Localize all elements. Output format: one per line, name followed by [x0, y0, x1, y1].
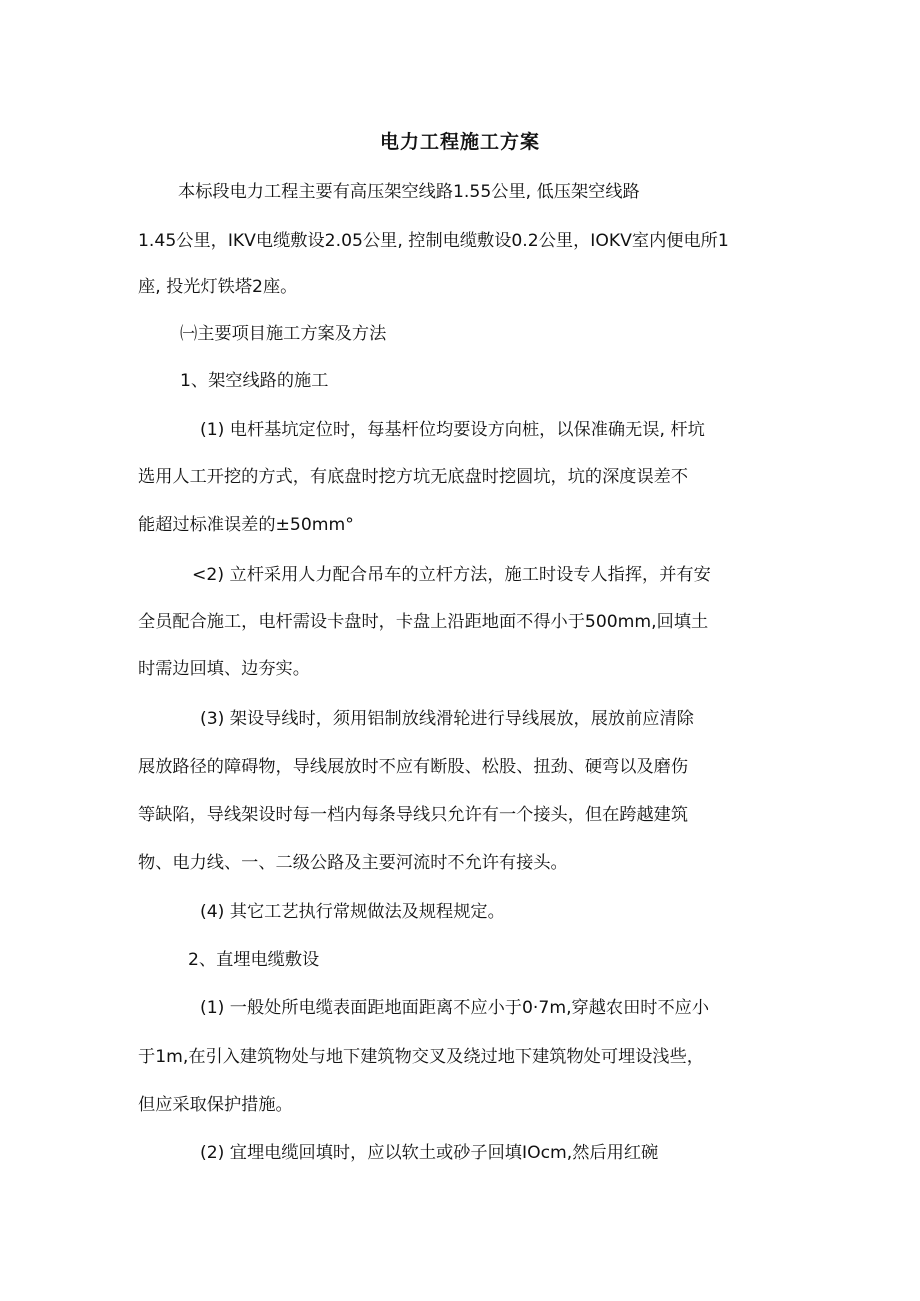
- text-line: (1) 电杆基坑定位时，每基杆位均要设方向桩，以保准确无误, 杆坑: [200, 420, 705, 440]
- text-line: ㈠主要项目施工方案及方法: [180, 324, 387, 344]
- text-line: 展放路径的障碍物，导线展放时不应有断股、松股、扭劲、硬弯以及磨伤: [138, 757, 689, 777]
- document-title: 电力工程施工方案: [379, 131, 540, 153]
- text-line: 等缺陷，导线架设时每一档内每条导线只允许有一个接头，但在跨越建筑: [138, 805, 689, 825]
- text-line: (2) 宜埋电缆回填时，应以软土或砂子回填IOcm,然后用红碗: [200, 1143, 659, 1163]
- text-line: 选用人工开挖的方式，有底盘时挖方坑无底盘时挖圆坑，坑的深度误差不: [138, 467, 689, 487]
- text-line: (3) 架设导线时，须用铝制放线滑轮进行导线展放，展放前应清除: [200, 709, 694, 729]
- text-line: <2) 立杆采用人力配合吊车的立杆方法，施工时设专人指挥，并有安: [192, 565, 711, 585]
- text-line: 于1m,在引入建筑物处与地下建筑物交叉及绕过地下建筑物处可埋设浅些，: [138, 1047, 704, 1067]
- text-line: 物、电力线、一、二级公路及主要河流时不允许有接头。: [138, 853, 568, 873]
- text-line: 座, 投光灯铁塔2座。: [138, 277, 298, 297]
- text-line: 全员配合施工，电杆需设卡盘时，卡盘上沿距地面不得小于500mm,回填土: [138, 612, 709, 632]
- text-line: (1) 一般处所电缆表面距地面距离不应小于0·7m,穿越农田时不应小: [200, 998, 710, 1018]
- text-line: 时需边回填、边夯实。: [138, 659, 310, 679]
- text-line: (4) 其它工艺执行常规做法及规程规定。: [200, 902, 505, 922]
- text-line: 能超过标准误差的±50mm°: [138, 515, 354, 535]
- text-line: 本标段电力工程主要有高压架空线路1.55公里, 低压架空线路: [178, 182, 640, 202]
- text-line: 2、直埋电缆敷设: [188, 950, 320, 970]
- text-line: 1.45公里，IKV电缆敷设2.05公里, 控制电缆敷设0.2公里，IOKV室内便电所1: [138, 231, 729, 251]
- text-line: 1、架空线路的施工: [180, 371, 329, 391]
- text-line: 但应采取保护措施。: [138, 1095, 293, 1115]
